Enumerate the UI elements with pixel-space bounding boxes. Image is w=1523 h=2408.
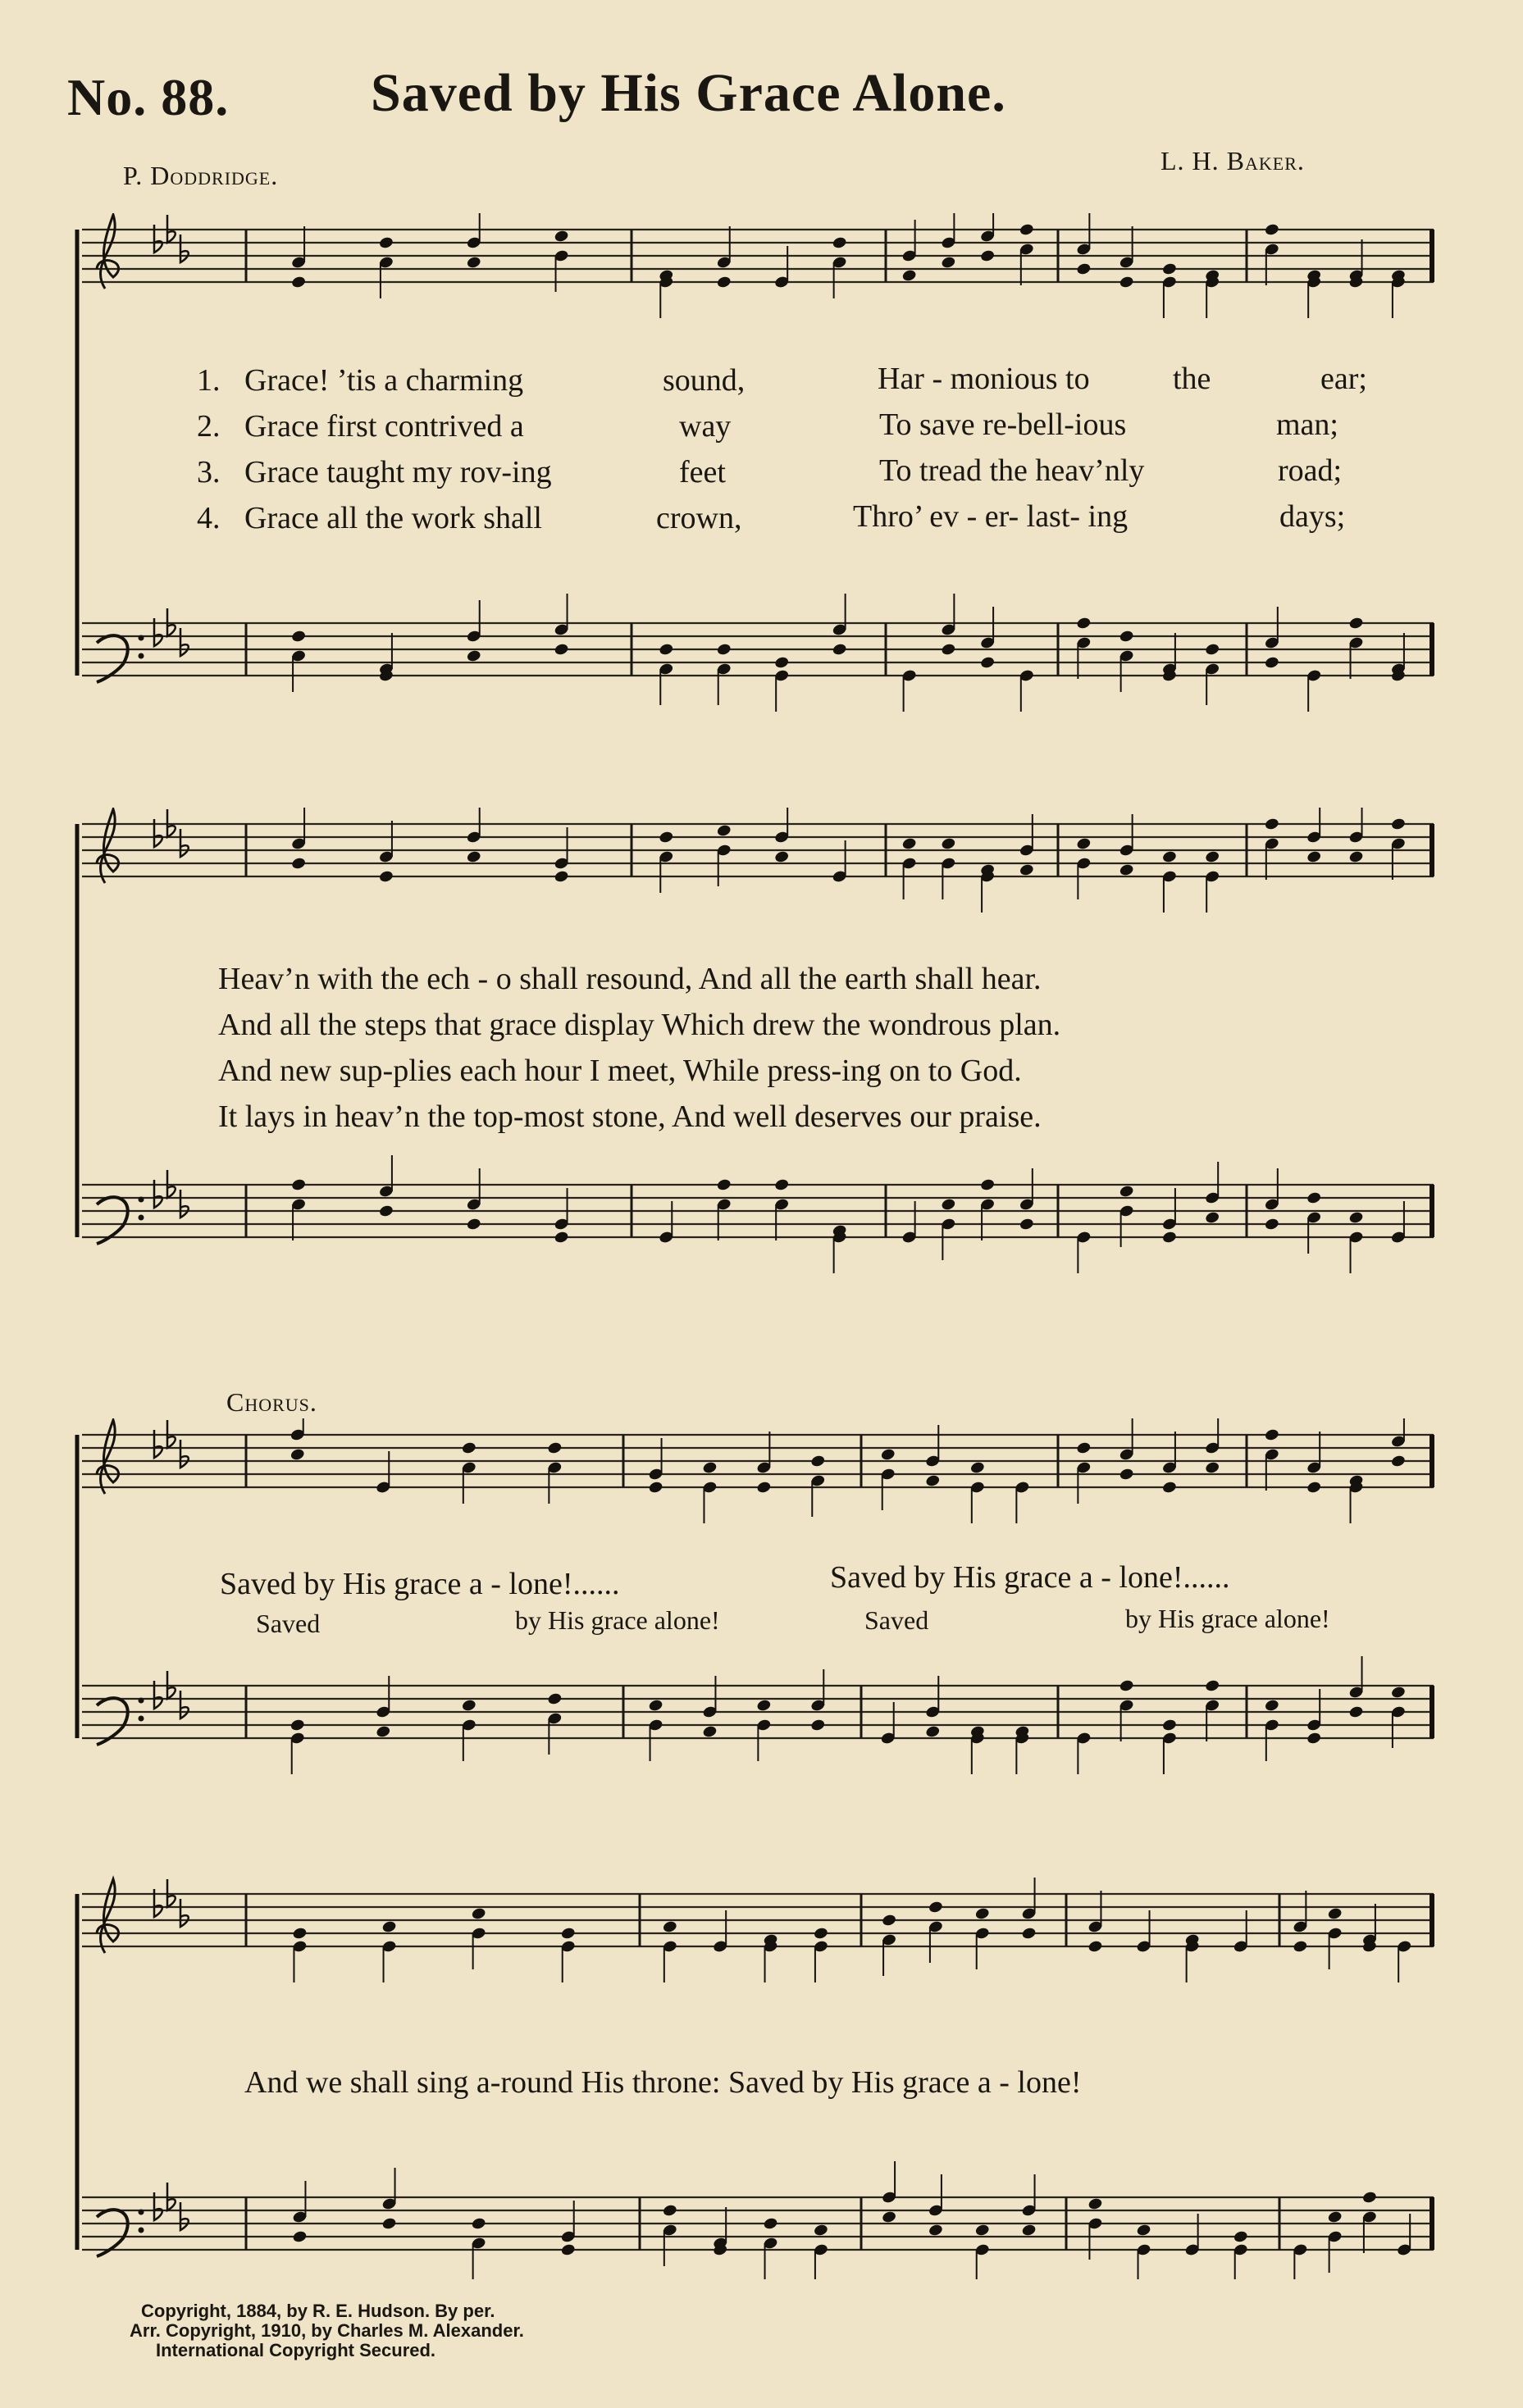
note-head bbox=[1390, 1686, 1406, 1700]
note-head bbox=[659, 643, 674, 657]
hymn-number: No. 88. bbox=[67, 68, 230, 126]
note-head bbox=[554, 230, 569, 244]
note-head bbox=[756, 1699, 772, 1713]
note-head bbox=[774, 1178, 790, 1192]
chorus-line-1b: Saved by His grace a - lone!...... bbox=[830, 1560, 1230, 1595]
lyricist: P. Doddridge. bbox=[123, 161, 279, 190]
note-head bbox=[941, 1198, 956, 1212]
note-head bbox=[466, 256, 481, 270]
note-head bbox=[1306, 1732, 1322, 1746]
note-head bbox=[716, 1178, 732, 1192]
verse-4-line-2: It lays in heav’n the top-most stone, And well deserves our praise. bbox=[218, 1099, 1042, 1134]
verse-1-text-d: the bbox=[1173, 362, 1211, 396]
note-head bbox=[1348, 1705, 1364, 1719]
verse-2-number: 2. bbox=[197, 409, 221, 444]
note-head bbox=[1205, 1461, 1220, 1475]
note-head bbox=[376, 1725, 391, 1739]
note-head bbox=[1205, 850, 1220, 864]
note-head bbox=[928, 2224, 943, 2237]
note-head bbox=[291, 630, 307, 644]
note-head bbox=[291, 275, 307, 289]
note-head bbox=[969, 1461, 985, 1475]
flat-sign-icon bbox=[180, 829, 189, 857]
flat-sign-icon bbox=[180, 2202, 189, 2230]
flat-sign-icon bbox=[180, 234, 189, 262]
note-head bbox=[901, 837, 917, 851]
bass-clef-dot bbox=[139, 2228, 144, 2233]
note-head bbox=[659, 831, 674, 844]
note-head bbox=[290, 1718, 305, 1732]
note-head bbox=[560, 1927, 576, 1941]
verse-3-line-2: And new sup-plies each hour I meet, While press-ing on to God. bbox=[218, 1054, 1022, 1088]
note-head bbox=[1327, 1907, 1343, 1921]
note-head bbox=[882, 1914, 897, 1928]
note-head bbox=[716, 824, 732, 838]
treble-clef-icon bbox=[97, 809, 119, 883]
note-head bbox=[1264, 1218, 1279, 1231]
bass-clef-dot bbox=[139, 1716, 144, 1722]
note-head bbox=[381, 1920, 397, 1934]
copyright-line-1: Copyright, 1884, by R. E. Hudson. By per. bbox=[141, 2301, 495, 2321]
note-head bbox=[1205, 1679, 1220, 1693]
note-head bbox=[763, 2217, 778, 2231]
note-head bbox=[716, 275, 732, 289]
flat-sign-icon bbox=[180, 628, 189, 656]
note-head bbox=[1161, 1481, 1177, 1495]
note-head bbox=[648, 1481, 663, 1495]
note-head bbox=[1021, 2224, 1037, 2237]
note-head bbox=[813, 1927, 828, 1941]
note-head bbox=[880, 1448, 896, 1462]
bass-clef-dot bbox=[139, 1215, 144, 1221]
verse-3-text-a: Grace taught my rov-ing bbox=[244, 455, 552, 489]
note-head bbox=[1021, 1927, 1037, 1941]
note-head bbox=[290, 1448, 305, 1462]
note-head bbox=[810, 1454, 826, 1468]
note-head bbox=[813, 2224, 828, 2237]
verse-1-text-e: ear; bbox=[1320, 362, 1367, 396]
note-head bbox=[1076, 262, 1092, 276]
verse-1-text-c: Har - monious to bbox=[878, 362, 1090, 396]
note-head bbox=[291, 1178, 307, 1192]
verse-1-line-2: Heav’n with the ech - o shall resound, And all the earth shall hear. bbox=[218, 962, 1042, 996]
bass-clef-dot bbox=[139, 653, 144, 659]
note-head bbox=[554, 870, 569, 884]
note-head bbox=[1306, 1191, 1322, 1205]
note-head bbox=[941, 256, 956, 270]
note-head bbox=[925, 1725, 941, 1739]
note-head bbox=[832, 643, 847, 657]
note-head bbox=[1088, 2197, 1103, 2211]
note-head bbox=[1019, 223, 1034, 237]
note-head bbox=[1264, 223, 1279, 237]
note-head bbox=[980, 1178, 996, 1192]
note-head bbox=[471, 2217, 486, 2231]
note-head bbox=[1348, 617, 1364, 630]
note-head bbox=[662, 1920, 677, 1934]
verse-1-text-b: sound, bbox=[663, 363, 746, 398]
note-head bbox=[756, 1481, 772, 1495]
note-head bbox=[1119, 275, 1134, 289]
treble-clef-icon bbox=[97, 1420, 119, 1494]
note-head bbox=[980, 656, 996, 670]
note-head bbox=[461, 1441, 477, 1455]
note-head bbox=[925, 1474, 941, 1488]
bass-clef-dot bbox=[139, 1197, 144, 1203]
note-head bbox=[774, 850, 790, 864]
composer: L. H. Baker. bbox=[1160, 146, 1305, 175]
note-head bbox=[702, 1725, 718, 1739]
note-head bbox=[1264, 1699, 1279, 1713]
verse-3-number: 3. bbox=[197, 455, 221, 489]
bass-clef-dot bbox=[139, 2210, 144, 2215]
note-head bbox=[1233, 2230, 1248, 2244]
note-head bbox=[1348, 850, 1364, 864]
note-head bbox=[974, 2224, 990, 2237]
note-head bbox=[291, 857, 307, 871]
note-head bbox=[1293, 1940, 1308, 1954]
note-head bbox=[1264, 1428, 1279, 1442]
note-head bbox=[378, 1204, 394, 1218]
copyright-line-2: Arr. Copyright, 1910, by Charles M. Alexander. bbox=[130, 2320, 524, 2341]
note-head bbox=[1390, 817, 1406, 831]
note-head bbox=[471, 1907, 486, 1921]
note-head bbox=[662, 2204, 677, 2218]
verse-2-text-e: man; bbox=[1276, 407, 1338, 442]
verse-3-text-e: road; bbox=[1278, 453, 1343, 488]
note-head bbox=[461, 1699, 477, 1713]
verse-2-text-b: way bbox=[679, 409, 732, 444]
note-head bbox=[1327, 2210, 1343, 2224]
note-head bbox=[980, 249, 996, 263]
note-head bbox=[941, 643, 956, 657]
verse-3-text-b: feet bbox=[679, 455, 726, 489]
treble-clef-icon bbox=[97, 215, 119, 289]
note-head bbox=[547, 1692, 563, 1706]
note-head bbox=[1076, 617, 1092, 630]
note-head bbox=[1019, 1218, 1034, 1231]
note-head bbox=[716, 643, 732, 657]
verse-4-text-b: crown, bbox=[656, 501, 742, 535]
verse-3-text-c: To tread the heav’nly bbox=[879, 453, 1145, 488]
flat-sign-icon bbox=[180, 1899, 189, 1927]
note-head bbox=[466, 1218, 481, 1231]
verse-4-text-a: Grace all the work shall bbox=[244, 501, 542, 535]
note-head bbox=[1264, 656, 1279, 670]
note-head bbox=[1390, 1454, 1406, 1468]
bass-clef-dot bbox=[139, 1698, 144, 1704]
note-head bbox=[378, 236, 394, 250]
flat-sign-icon bbox=[180, 1190, 189, 1218]
note-head bbox=[901, 269, 917, 283]
note-head bbox=[1076, 1441, 1092, 1455]
note-head bbox=[292, 1927, 308, 1941]
note-head bbox=[1119, 630, 1134, 644]
chorus-label: Chorus. bbox=[226, 1387, 317, 1417]
note-head bbox=[1161, 1718, 1177, 1732]
note-head bbox=[1361, 2191, 1377, 2205]
chorus-echo-a1: Saved bbox=[256, 1609, 321, 1638]
note-head bbox=[292, 2230, 308, 2244]
note-head bbox=[1161, 262, 1177, 276]
chorus-line-2: And we shall sing a-round His throne: Saved by His grace a - lone! bbox=[244, 2065, 1082, 2100]
note-head bbox=[1264, 817, 1279, 831]
note-head bbox=[1136, 2224, 1151, 2237]
flat-sign-icon bbox=[180, 1440, 189, 1468]
note-head bbox=[1119, 863, 1134, 877]
note-head bbox=[1306, 850, 1322, 864]
chorus-line-1a: Saved by His grace a - lone!...... bbox=[220, 1567, 620, 1601]
note-head bbox=[974, 1907, 990, 1921]
note-head bbox=[702, 1461, 718, 1475]
verse-4-number: 4. bbox=[197, 501, 221, 535]
note-head bbox=[810, 1718, 826, 1732]
note-head bbox=[941, 837, 956, 851]
note-head bbox=[554, 1231, 569, 1245]
note-head bbox=[547, 1441, 563, 1455]
note-head bbox=[1205, 1211, 1220, 1225]
note-head bbox=[1076, 837, 1092, 851]
treble-clef-icon bbox=[97, 1879, 119, 1953]
verse-4-text-e: days; bbox=[1279, 499, 1346, 534]
verse-2-text-c: To save re-bell-ious bbox=[879, 407, 1127, 442]
note-head bbox=[1306, 1481, 1322, 1495]
verse-1-number: 1. bbox=[197, 363, 221, 398]
copyright-line-3: International Copyright Secured. bbox=[156, 2340, 436, 2360]
note-head bbox=[774, 656, 790, 670]
bass-clef-dot bbox=[139, 635, 144, 641]
note-head bbox=[1161, 850, 1177, 864]
note-head bbox=[928, 1900, 943, 1914]
chorus-echo-a2: by His grace alone! bbox=[515, 1605, 720, 1635]
note-head bbox=[1119, 1468, 1134, 1482]
note-head bbox=[1348, 1211, 1364, 1225]
note-head bbox=[378, 870, 394, 884]
hymn-title: Saved by His Grace Alone. bbox=[371, 63, 1006, 123]
note-head bbox=[1119, 1185, 1134, 1199]
note-head bbox=[560, 2243, 576, 2257]
note-head bbox=[832, 236, 847, 250]
note-head bbox=[882, 2210, 897, 2224]
verse-2-text-a: Grace first contrived a bbox=[244, 409, 524, 444]
verse-2-line-2: And all the steps that grace display Which drew the wondrous plan. bbox=[218, 1008, 1061, 1042]
note-head bbox=[466, 649, 481, 663]
note-head bbox=[1161, 1231, 1177, 1245]
verse-4-text-c: Thro’ ev - er- last- ing bbox=[853, 499, 1129, 534]
note-head bbox=[648, 1699, 663, 1713]
note-head bbox=[1205, 643, 1220, 657]
verse-1-text-a: Grace! ’tis a charming bbox=[244, 363, 524, 398]
note-head bbox=[1119, 1679, 1134, 1693]
chorus-echo-b2: by His grace alone! bbox=[1125, 1604, 1330, 1633]
note-head bbox=[381, 2217, 397, 2231]
chorus-echo-b1: Saved bbox=[864, 1605, 929, 1635]
note-head bbox=[554, 643, 569, 657]
flat-sign-icon bbox=[180, 1691, 189, 1718]
note-head bbox=[1019, 863, 1034, 877]
note-head bbox=[466, 850, 481, 864]
note-head bbox=[1088, 1940, 1103, 1954]
